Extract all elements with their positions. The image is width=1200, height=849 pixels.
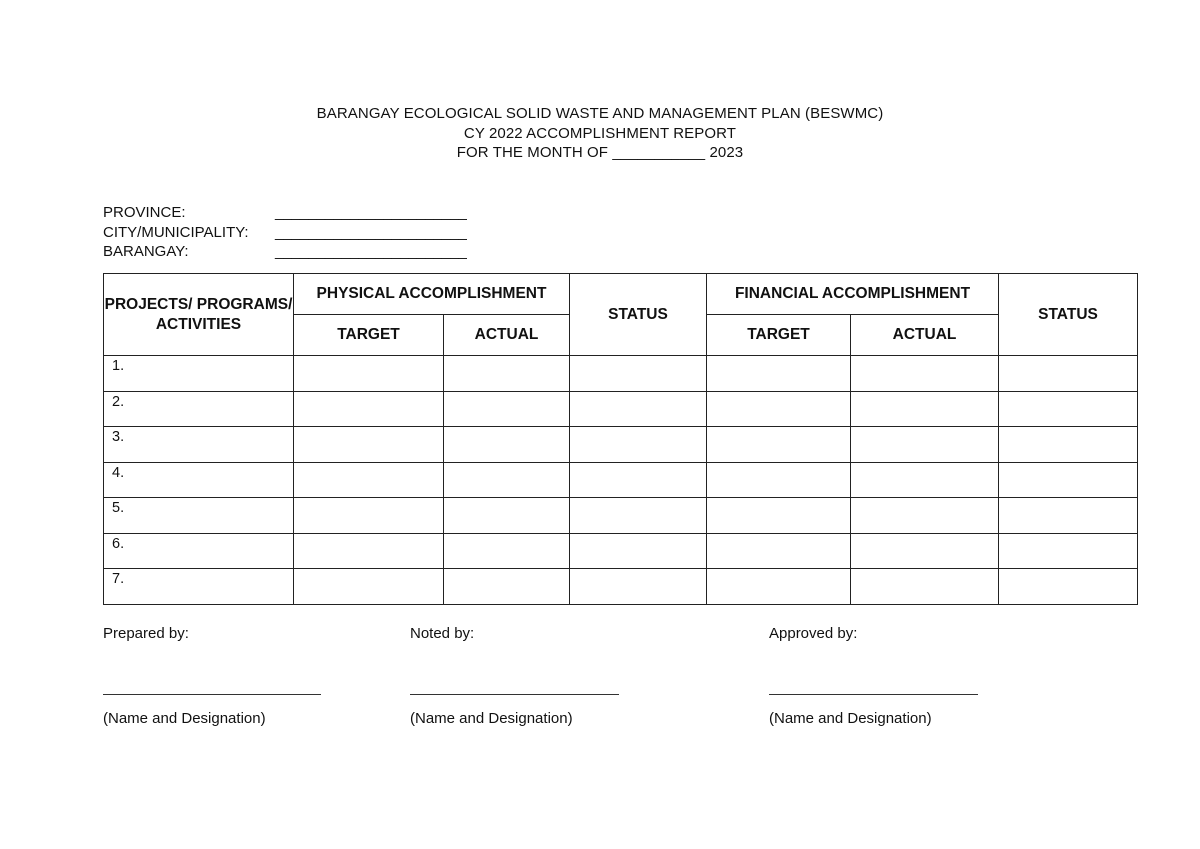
financial-target-cell xyxy=(707,356,851,392)
financial-target-cell xyxy=(707,498,851,534)
header-financial-target: TARGET xyxy=(707,315,851,356)
row-number: 5. xyxy=(104,498,294,534)
table-row xyxy=(104,569,1138,605)
financial-status-cell xyxy=(999,427,1138,463)
table-row xyxy=(104,533,1138,569)
financial-actual-cell xyxy=(851,569,999,605)
financial-actual-cell xyxy=(851,356,999,392)
physical-status-cell xyxy=(570,391,707,427)
financial-status-cell xyxy=(999,569,1138,605)
city-blank: _______________________ xyxy=(275,223,467,241)
physical-target-cell xyxy=(294,391,444,427)
approved-by-signature-line xyxy=(769,694,978,695)
approved-by-label: Approved by: xyxy=(769,625,858,642)
header-status-financial: STATUS xyxy=(999,274,1138,356)
financial-actual-cell xyxy=(851,498,999,534)
row-number: 7. xyxy=(104,569,294,605)
row-number: 2. xyxy=(104,391,294,427)
physical-actual-cell xyxy=(444,533,570,569)
physical-status-cell xyxy=(570,498,707,534)
row-number: 3. xyxy=(104,427,294,463)
prepared-by-block xyxy=(103,624,321,728)
header-financial-actual: ACTUAL xyxy=(851,315,999,356)
financial-status-cell xyxy=(999,462,1138,498)
row-number: 4. xyxy=(104,462,294,498)
physical-actual-cell xyxy=(444,391,570,427)
province-blank: _______________________ xyxy=(275,204,467,221)
location-info xyxy=(103,203,467,262)
barangay-blank: _______________________ xyxy=(275,243,467,260)
financial-actual-cell xyxy=(851,533,999,569)
physical-actual-cell xyxy=(444,462,570,498)
noted-by-signature-line xyxy=(410,694,619,695)
barangay-label: BARANGAY: xyxy=(103,243,189,260)
physical-actual-cell xyxy=(444,498,570,534)
header-subtitle: CY 2022 ACCOMPLISHMENT REPORT xyxy=(463,124,737,142)
physical-actual-cell xyxy=(444,356,570,392)
physical-status-cell xyxy=(570,427,707,463)
header-month-line: FOR THE MONTH OF ___________ 2023 xyxy=(456,144,744,161)
header-physical-target: TARGET xyxy=(294,315,444,356)
accomplishment-table xyxy=(103,273,1138,605)
header-status-physical: STATUS xyxy=(570,274,707,356)
physical-status-cell xyxy=(570,356,707,392)
physical-status-cell xyxy=(570,569,707,605)
approved-by-block xyxy=(769,624,978,728)
financial-target-cell xyxy=(707,427,851,463)
physical-target-cell xyxy=(294,356,444,392)
table-row xyxy=(104,498,1138,534)
physical-status-cell xyxy=(570,462,707,498)
financial-status-cell xyxy=(999,356,1138,392)
table-row xyxy=(104,356,1138,392)
financial-target-cell xyxy=(707,391,851,427)
row-number: 1. xyxy=(104,356,294,392)
financial-actual-cell xyxy=(851,391,999,427)
prepared-by-label: Prepared by: xyxy=(103,625,189,642)
approved-by-name-designation: (Name and Designation) xyxy=(769,710,932,727)
financial-target-cell xyxy=(707,462,851,498)
physical-target-cell xyxy=(294,462,444,498)
physical-target-cell xyxy=(294,569,444,605)
city-label: CITY/MUNICIPALITY: xyxy=(103,223,249,241)
physical-target-cell xyxy=(294,427,444,463)
noted-by-name-designation: (Name and Designation) xyxy=(410,710,573,727)
table-row xyxy=(104,391,1138,427)
province-label: PROVINCE: xyxy=(103,204,186,221)
financial-status-cell xyxy=(999,498,1138,534)
header-title: BARANGAY ECOLOGICAL SOLID WASTE AND MANAGEMENT PLAN (BESWMC) xyxy=(316,105,884,122)
financial-actual-cell xyxy=(851,462,999,498)
physical-target-cell xyxy=(294,498,444,534)
physical-actual-cell xyxy=(444,569,570,605)
header-physical-actual: ACTUAL xyxy=(444,315,570,356)
row-number: 6. xyxy=(104,533,294,569)
noted-by-label: Noted by: xyxy=(410,625,475,642)
province-row xyxy=(103,203,467,223)
table-row xyxy=(104,427,1138,463)
header-projects: PROJECTS/ PROGRAMS/ ACTIVITIES xyxy=(104,274,294,356)
noted-by-block xyxy=(410,624,619,728)
document-header xyxy=(0,104,1200,163)
physical-target-cell xyxy=(294,533,444,569)
table-row xyxy=(104,462,1138,498)
physical-actual-cell xyxy=(444,427,570,463)
financial-target-cell xyxy=(707,533,851,569)
city-row xyxy=(103,223,467,243)
physical-status-cell xyxy=(570,533,707,569)
prepared-by-signature-line xyxy=(103,694,321,695)
financial-status-cell xyxy=(999,391,1138,427)
barangay-row xyxy=(103,242,467,262)
financial-target-cell xyxy=(707,569,851,605)
financial-actual-cell xyxy=(851,427,999,463)
prepared-by-name-designation: (Name and Designation) xyxy=(103,710,266,727)
financial-status-cell xyxy=(999,533,1138,569)
header-financial-accomplishment: FINANCIAL ACCOMPLISHMENT xyxy=(707,274,999,315)
header-physical-accomplishment: PHYSICAL ACCOMPLISHMENT xyxy=(294,274,570,315)
